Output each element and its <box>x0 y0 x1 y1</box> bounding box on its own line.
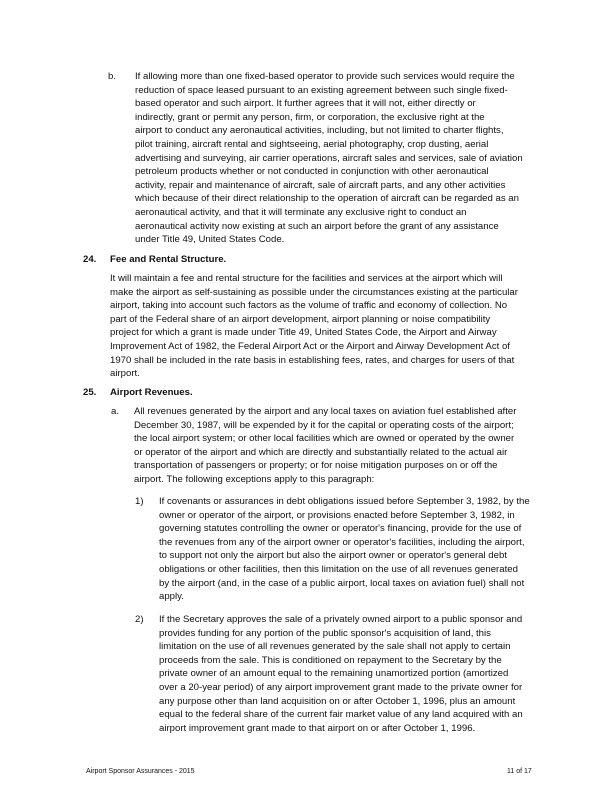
text-line: transportation of passengers or property; or for noise mitigation purposes on or off the <box>134 460 498 472</box>
sub-2-text <box>159 613 523 735</box>
text-line: indirectly, grant or permit any person, firm, or corporation, the exclusive right at the <box>135 111 485 123</box>
text-line: If allowing more than one fixed-based operator to provide such services would require the <box>135 71 515 82</box>
text-line: make the airport as self-sustaining as possible under the circumstances existing at the particular <box>110 286 518 298</box>
section-24-heading: Fee and Rental Structure. <box>110 254 227 265</box>
footer-title: Airport Sponsor Assurances - 2015 <box>86 768 195 775</box>
text-line: any purpose other than land acquisition on or after October 1, 1996, plus an amount <box>159 695 516 707</box>
text-line: private owner of an amount equal to the remaining unamortized portion (amortized <box>159 668 509 680</box>
text-line: provides funding for any portion of the public sponsor's acquisition of land, this <box>159 627 491 639</box>
text-line: aeronautical activity, and that it will terminate any exclusive right to conduct an <box>135 206 467 218</box>
item-a-text <box>134 405 516 487</box>
section-24-text <box>110 272 518 381</box>
text-line: to support not only the airport but also the airport owner or operator's general debt <box>159 550 507 562</box>
text-line: by the airport (and, in the case of a public airport, local taxes on aviation fuel) shall not <box>159 577 525 589</box>
text-line: reduction of space leased pursuant to an existing agreement between such single fixed- <box>135 84 508 96</box>
text-line: It will maintain a fee and rental structure for the facilities and services at the airport which will <box>110 273 503 284</box>
sub-1-label: 1) <box>135 496 144 507</box>
text-line: the revenues from any of the airport owner or operator's facilities, including the airport, <box>159 536 525 548</box>
text-line: activity, repair and maintenance of aircraft, sale of aircraft parts, and any other activities <box>135 179 506 191</box>
footer-page-number: 11 of 17 <box>507 768 532 775</box>
text-line: governing statutes controlling the owner or operator's financing, provide for the use of <box>159 523 522 535</box>
text-line: airport. <box>110 368 140 380</box>
text-line: proceeds from the sale. This is conditioned on repayment to the Secretary by the <box>159 654 502 666</box>
text-line: petroleum products whether or not conducted in conjunction with other aeronautical <box>135 166 489 178</box>
item-b-label: b. <box>108 71 117 82</box>
text-line: equal to the federal share of the current fair market value of any land acquired with an <box>159 709 523 721</box>
section-25-heading: Airport Revenues. <box>110 387 193 398</box>
text-line: apply. <box>159 591 184 603</box>
text-line: 1970 shall be included in the rate basis in establishing fees, rates, and charges for users of that <box>110 354 515 366</box>
item-a-label: a. <box>111 406 120 417</box>
text-line: December 30, 1987, will be expended by it for the capital or operating costs of the airport; <box>134 419 514 431</box>
text-line: part of the Federal share of an airport development, airport planning or noise compatibility <box>110 313 491 325</box>
text-line: over a 20-year period) of any airport improvement grant made to the private owner for <box>159 681 523 693</box>
section-24-number: 24. <box>83 254 97 265</box>
text-line: or operator of the airport and which are directly and substantially related to the actual air <box>134 446 508 458</box>
text-line: advertising and surveying, air carrier operations, aircraft sales and services, sale of aviation <box>135 152 523 164</box>
sub-1-text <box>159 495 530 604</box>
sub-2-label: 2) <box>135 614 144 625</box>
text-line: the local airport system; or other local facilities which are owned or operated by the owner <box>134 433 515 445</box>
text-line: airport to conduct any aeronautical activities, including, but not limited to charter flights, <box>135 125 504 137</box>
text-line: pilot training, aircraft rental and sightseeing, aerial photography, crop dusting, aerial <box>135 138 489 150</box>
text-line: All revenues generated by the airport and any local taxes on aviation fuel established after <box>134 406 517 417</box>
section-25-number: 25. <box>83 387 97 398</box>
text-line: airport. The following exceptions apply to this paragraph: <box>134 473 375 485</box>
text-line: under Title 49, United States Code. <box>135 234 285 246</box>
text-line: limitation on the use of all revenues generated by the sale shall not apply to certain <box>159 641 511 653</box>
text-line: If covenants or assurances in debt obligations issued before September 3, 1982, by the <box>159 496 530 507</box>
text-line: owner or operator of the airport, or provisions enacted before September 3, 1982, in <box>159 509 515 521</box>
text-line: If the Secretary approves the sale of a privately owned airport to a public sponsor and <box>159 614 523 625</box>
text-line: airport improvement grant made to that airport on or after October 1, 1996. <box>159 722 476 734</box>
text-line: Improvement Act of 1982, the Federal Airport Act or the Airport and Airway Development Act of <box>110 340 510 352</box>
text-line: based operator and such airport. It further agrees that it will not, either directly or <box>135 98 476 110</box>
text-line: aeronautical activity now existing at such an airport before the grant of any assistance <box>135 220 499 232</box>
text-line: which because of their direct relationship to the operation of aircraft can be regarded as an <box>135 193 519 205</box>
text-line: obligations or other facilities, then this limitation on the use of all revenues generated <box>159 563 518 575</box>
item-b-text <box>135 70 523 247</box>
text-line: airport, taking into account such factors as the volume of traffic and economy of collection. No <box>110 300 508 312</box>
text-line: project for which a grant is made under Title 49, United States Code, the Airport and Airway <box>110 327 497 339</box>
